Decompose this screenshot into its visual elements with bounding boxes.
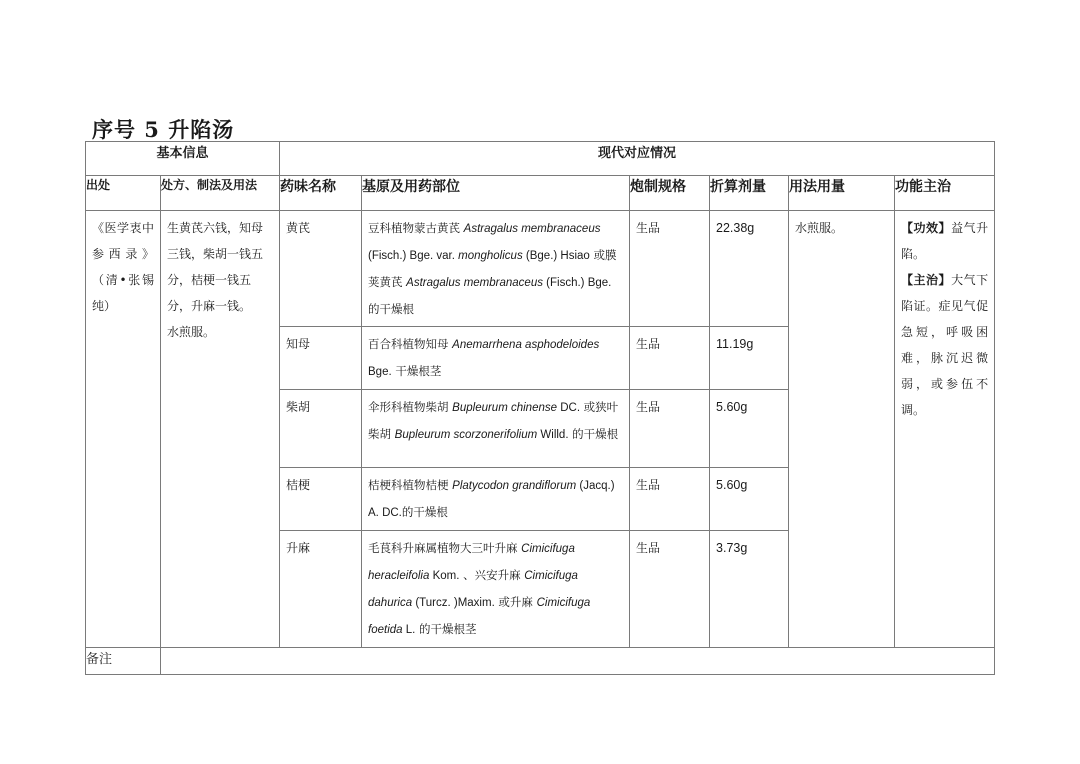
basis-text: DC.: [557, 402, 581, 414]
herb-basis: [362, 211, 629, 326]
herb-process: 生品: [636, 337, 661, 351]
remark-label: 备注: [86, 648, 161, 675]
latin-name: Astragalus membranaceus: [406, 277, 543, 289]
basis-text: 或升麻: [494, 595, 537, 609]
basis-text: (Fisch.) Bge.: [542, 277, 612, 289]
source-cell: [86, 211, 161, 648]
herb-process: 生品: [636, 221, 661, 235]
latin-name: mongholicus: [458, 250, 523, 262]
herb-process: 生品: [636, 400, 661, 414]
herb-process: 生品: [636, 541, 661, 555]
herb-basis: [362, 390, 629, 452]
herb-name: 柴胡: [286, 400, 311, 414]
latin-name: Bupleurum scorzonerifolium: [394, 429, 538, 441]
usage-cell: [789, 211, 895, 648]
herb-basis: [362, 468, 629, 530]
basis-text: Kom.: [429, 570, 460, 582]
herb-dose: 11.19g: [716, 337, 754, 351]
herb-name: 知母: [286, 337, 311, 351]
indication-tag: 【主治】: [901, 273, 952, 287]
basis-text: 的干燥根: [401, 505, 448, 519]
latin-name: Cimicifuga heracleifolia: [368, 543, 575, 582]
latin-name: Cimicifuga dahurica: [368, 570, 578, 609]
herb-process: 生品: [636, 478, 661, 492]
col-header-function: 功能主治: [895, 176, 995, 211]
header-modern: 现代对应情况: [280, 142, 995, 176]
basis-text: 的干燥根: [568, 427, 619, 441]
function-cell: [895, 211, 995, 648]
prescription-text: 生黄芪六钱，知母三钱，柴胡一钱五分，桔梗一钱五分，升麻一钱。: [167, 221, 264, 313]
source-text: 《医学衷中参西录》（清•张锡纯）: [92, 221, 154, 313]
preparation-text: 水煎服。: [167, 325, 216, 339]
basis-text: Willd.: [537, 429, 569, 441]
herb-row: [86, 211, 995, 327]
col-header-basis: 基原及用药部位: [362, 176, 630, 211]
basis-text: 干燥根茎: [391, 364, 442, 378]
effect-text: 益气升陷。: [901, 221, 989, 261]
herb-dose: 5.60g: [716, 478, 748, 492]
herb-basis: [362, 531, 629, 647]
basis-text: 伞形科植物柴胡: [368, 400, 453, 414]
basis-text: (Jacq.) A. DC.: [368, 480, 615, 519]
col-header-source: 出处: [86, 176, 161, 211]
col-header-prescription: 处方、制法及用法: [161, 176, 280, 211]
basis-text: (Bge.) Hsiao: [522, 250, 590, 262]
herb-dose: 3.73g: [716, 541, 748, 555]
herb-dose: 5.60g: [716, 400, 748, 414]
remark-row: [86, 648, 995, 675]
basis-text: Bge.: [368, 366, 392, 378]
col-header-process: 炮制规格: [630, 176, 710, 211]
basis-text: 、兴安升麻: [459, 568, 525, 582]
indication-text: 大气下陷证。症见气促急短，呼吸困难，脉沉迟微弱，或参伍不调。: [901, 273, 989, 417]
header-basic-info: 基本信息: [86, 142, 280, 176]
basis-text: 的干燥根茎: [415, 622, 477, 636]
document-title: 序号 5 升陷汤: [92, 117, 235, 142]
herb-name: 桔梗: [286, 478, 311, 492]
latin-name: Cimicifuga foetida: [368, 597, 591, 636]
basis-text: (Turcz. )Maxim.: [412, 597, 495, 609]
herb-name: 黄芪: [286, 221, 311, 235]
basis-text: 或狭叶柴胡: [368, 400, 619, 441]
basis-text: 豆科植物蒙古黄芪: [368, 221, 464, 235]
herb-basis: [362, 327, 629, 389]
effect-tag: 【功效】: [901, 221, 952, 235]
formula-table: [85, 141, 995, 675]
col-header-usage: 用法用量: [789, 176, 895, 211]
herb-dose: 22.38g: [716, 221, 755, 235]
col-header-herb: 药味名称: [280, 176, 362, 211]
latin-name: Astragalus membranaceus: [463, 223, 601, 235]
basis-text: L.: [402, 624, 416, 636]
basis-text: 或膜荚黄芪: [368, 248, 617, 289]
usage-text: 水煎服。: [795, 221, 844, 235]
basis-text: 的干燥根: [368, 302, 415, 316]
remark-value: [161, 648, 995, 675]
prescription-cell: [161, 211, 280, 648]
latin-name: Bupleurum chinense: [452, 402, 558, 414]
latin-name: Anemarrhena asphodeloides: [452, 339, 600, 351]
latin-name: Platycodon grandiflorum: [452, 480, 577, 492]
basis-text: 毛茛科升麻属植物大三叶升麻: [368, 541, 522, 555]
basis-text: (Fisch.) Bge. var.: [368, 250, 459, 262]
basis-text: 桔梗科植物桔梗: [368, 478, 453, 492]
col-header-dose: 折算剂量: [710, 176, 789, 211]
herb-name: 升麻: [286, 541, 311, 555]
basis-text: 百合科植物知母: [368, 337, 453, 351]
